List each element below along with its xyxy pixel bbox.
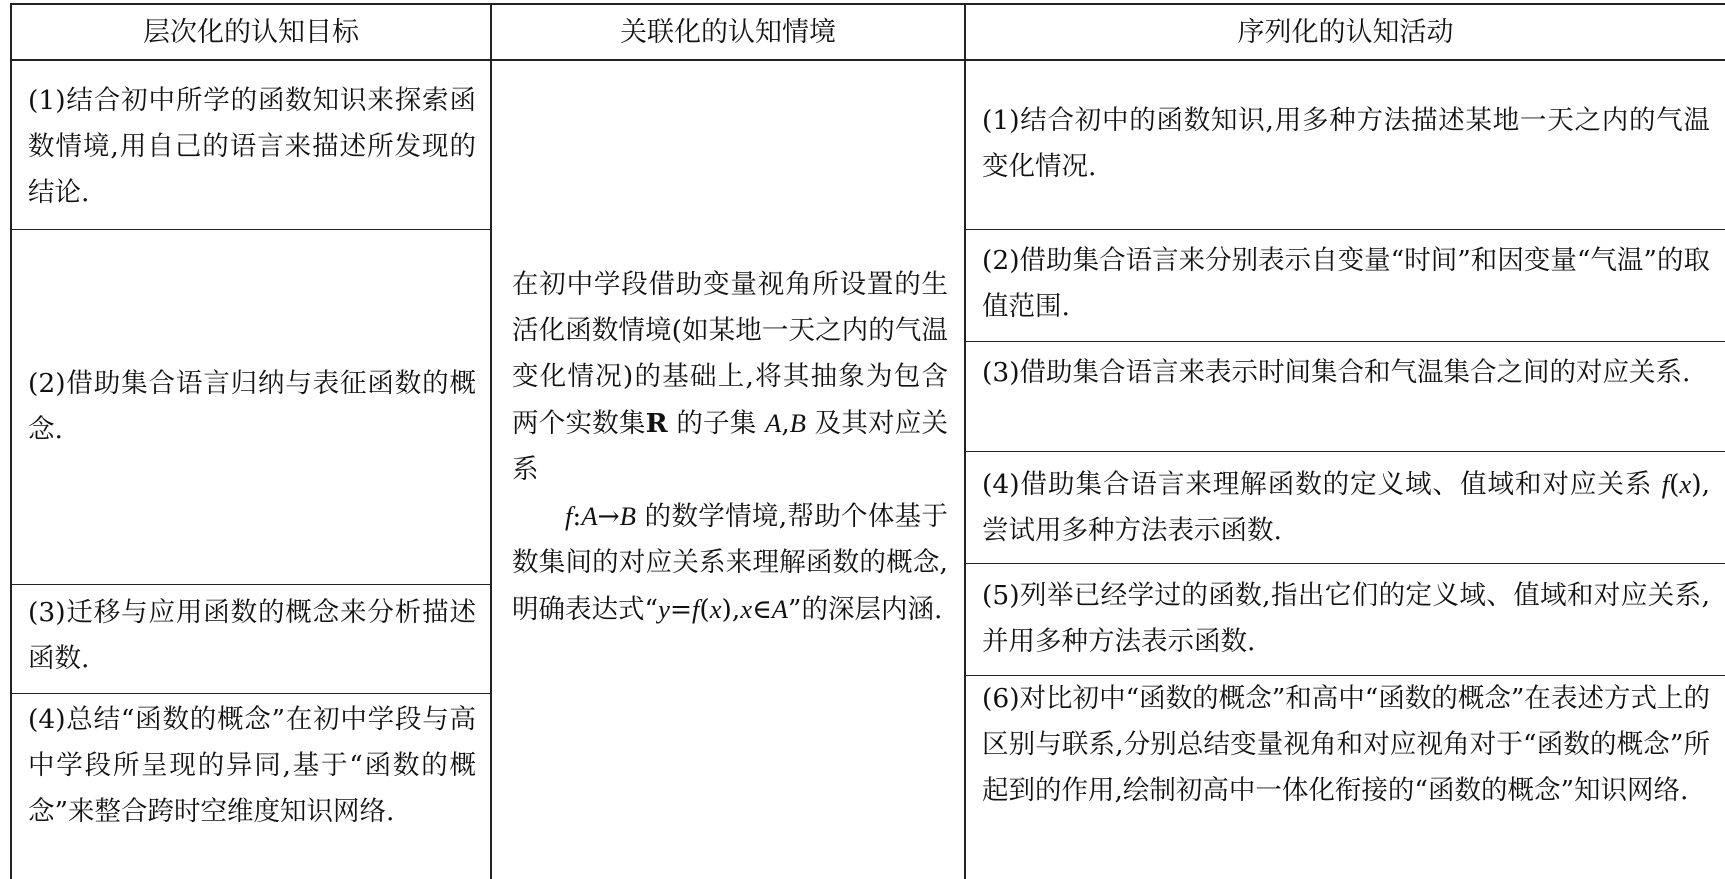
- left-border: [10, 3, 12, 879]
- situation-cell: [512, 262, 948, 633]
- situation-var-x: x: [709, 594, 722, 624]
- situation-paren-open: (: [699, 594, 710, 625]
- activity-divider-4: [964, 563, 1725, 564]
- situation-var-f2: f: [692, 594, 700, 624]
- situation-colon: :: [572, 501, 582, 532]
- activity-4-paren-close: ): [1691, 469, 1702, 500]
- activity-divider-1: [964, 229, 1725, 230]
- activity-text-5: (5)列举已经学过的函数,指出它们的定义域、值域和对应关系,并用多种方法表示函数.: [982, 580, 1710, 657]
- activity-cell-3: [982, 350, 1710, 396]
- situation-text-c: 及其对应关系: [512, 408, 949, 485]
- situation-set-R: R: [645, 408, 668, 439]
- goal-text-3: (3)迁移与应用函数的概念来分析描述函数.: [28, 597, 476, 674]
- activity-4-var-x: x: [1679, 469, 1692, 499]
- situation-text-end: ”的深层内涵.: [787, 594, 943, 625]
- goal-text-4: (4)总结“函数的概念”在初中学段与高中学段所呈现的异同,基于“函数的概念”来整合跨时空维度知识网络.: [28, 704, 476, 827]
- situation-var-A2: A: [581, 501, 598, 531]
- activity-cell-6: [982, 676, 1710, 814]
- activity-cell-4: [982, 461, 1710, 554]
- col-divider-2: [964, 3, 966, 879]
- goal-cell-4: [28, 697, 476, 835]
- situation-var-B: B: [789, 408, 806, 438]
- activity-divider-2: [964, 341, 1725, 342]
- activity-text-4: [982, 469, 1710, 546]
- situation-text-d: 的数学情境,帮助个体基于数集间的对应关系来理解函数的概念,明确表达式“: [512, 501, 948, 625]
- activity-divider-3: [964, 451, 1725, 452]
- goal-cell-1: [28, 78, 476, 216]
- situation-comma-2: ,: [731, 594, 741, 625]
- col-divider-1: [490, 3, 492, 879]
- goal-text-2: (2)借助集合语言归纳与表征函数的概念.: [28, 368, 476, 445]
- situation-var-B2: B: [619, 501, 636, 531]
- header-activities: 序列化的认知活动: [1237, 17, 1454, 48]
- goal-cell-3: [28, 590, 476, 682]
- situation-text-a: 在初中学段借助变量视角所设置的生活化函数情境(如某地一天之内的气温变化情况)的基础上,将其抽象为包含两个实数集: [512, 269, 948, 439]
- situation-paren-close: ): [721, 594, 732, 625]
- goal-divider-3: [10, 693, 491, 694]
- element-of-icon: ∈: [752, 594, 772, 625]
- goal-text-1: (1)结合初中所学的函数知识来探索函数情境,用自己的语言来描述所发现的结论.: [28, 85, 476, 208]
- situation-comma: ,: [781, 408, 790, 439]
- situation-eq: =: [669, 594, 693, 625]
- activity-4-text-b: ,尝试用多种方法表示函数.: [982, 469, 1710, 546]
- situation-para-2: [512, 493, 948, 633]
- activity-4-var-f: f: [1661, 469, 1670, 499]
- situation-var-x2: x: [740, 594, 753, 624]
- situation-var-y: y: [658, 594, 670, 624]
- situation-para-1: [512, 269, 948, 485]
- situation-text-b: 的子集: [676, 408, 757, 439]
- goal-divider-2: [10, 584, 491, 585]
- header-situation: 关联化的认知情境: [620, 17, 836, 48]
- activity-4-text-a: (4)借助集合语言来理解函数的定义域、值域和对应关系: [982, 469, 1653, 500]
- activity-text-6: (6)对比初中“函数的概念”和高中“函数的概念”在表述方式上的区别与联系,分别总结变量视角和对应视角对于“函数的概念”所起到的作用,绘制初高中一体化衔接的“函数的概念”知识网络.: [982, 683, 1710, 806]
- activity-text-3: (3)借助集合语言来表示时间集合和气温集合之间的对应关系.: [982, 357, 1691, 388]
- situation-var-A: A: [765, 408, 782, 438]
- activity-cell-5: [982, 573, 1710, 665]
- header-goals: 层次化的认知目标: [143, 17, 359, 48]
- situation-var-f: f: [565, 501, 573, 531]
- activity-cell-1: [982, 98, 1710, 190]
- arrow-icon: →: [597, 501, 620, 532]
- goal-cell-2: [28, 361, 476, 453]
- activity-4-paren-open: (: [1669, 469, 1680, 500]
- activity-text-1: (1)结合初中的函数知识,用多种方法描述某地一天之内的气温变化情况.: [982, 105, 1710, 182]
- situation-var-A3: A: [771, 594, 788, 624]
- goal-divider-1: [10, 229, 491, 230]
- activity-cell-2: [982, 238, 1710, 330]
- activity-text-2: (2)借助集合语言来分别表示自变量“时间”和因变量“气温”的取值范围.: [982, 245, 1710, 322]
